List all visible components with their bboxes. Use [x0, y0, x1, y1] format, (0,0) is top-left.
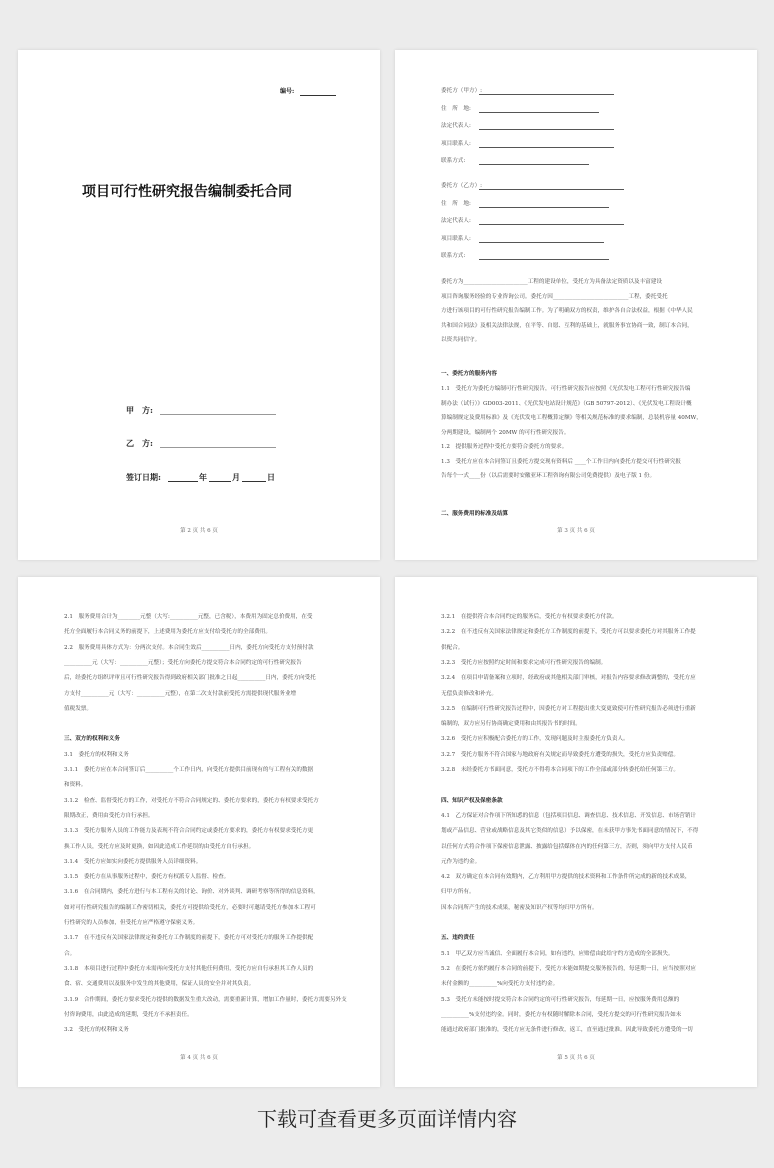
clause-line: 限期改正，费用由受托方自行承担。 [64, 812, 154, 819]
clause-line: 5.3 受托方未能按时提交符合本合同约定的可行性研究报告，每延期一日，应按服务费用总额的 [441, 996, 680, 1003]
page-footer: 第 3 页 共 6 页 [557, 528, 595, 534]
clause-line: 未付金额的__________%向受托方支付违约金。 [441, 981, 559, 988]
client-field-label: 住 所 地: [441, 105, 471, 112]
contract-title: 项目可行性研究报告编制委托合同 [82, 184, 292, 200]
intro-line: 以资共同信守。 [441, 337, 481, 343]
clause-line: 3.1.4 受托方应如实向委托方提供服务人员详细资料。 [64, 858, 202, 865]
clause-line: 因本合同所产生的技术成果，秘密及知识产权等均归甲方所有。 [441, 904, 598, 911]
page-footer: 第 2 页 共 6 页 [180, 528, 218, 534]
section-1-line: 算编制规定及费用标准》及《光伏发电工程概算定额》等相关规范标准的要求编制，总装机容量 40MW， [441, 415, 702, 421]
party-a-label: 甲 方: [126, 405, 153, 415]
contract-cover-page [18, 50, 380, 560]
clause-line: 3.2.8 未经委托方书面同意，受托方不得将本合同项下的工作全部或部分转委托给任何第三方。 [441, 767, 679, 773]
clause-line: 行性研究的人员参加，但受托方应严格遵守保密义务。 [64, 920, 199, 926]
clause-line: 归甲方所有。 [441, 889, 475, 896]
clause-line: 5.2 在委托方依约履行本合同的前提下，受托方未能如期提交服务报告的，每延期一日，应当按照对应 [441, 965, 697, 972]
section-title: 四、知识产权及保密条款 [441, 797, 503, 804]
clause-line: 3.1.6 在合同期内，委托方进行与本工程有关的讨论、询价、对外谈判、调研考察等所得的信息资料， [64, 889, 319, 896]
clause-line: 3.2.2 在不违反有关国家法律规定和委托方工作制度的前提下，受托方可以要求委托方对其服务工作提 [441, 629, 696, 636]
section-1-line: 告每个一式____份（以后需要时安徽亚环工程咨询有限公司免费提供）及电子版 1 份。 [441, 473, 656, 479]
month-label: 月 [232, 472, 240, 482]
clause-line: 3.1.2 检查、监督受托方的工作，对受托方不符合合同规定的、委托方要求的，委托方有权要求受托方 [64, 797, 319, 804]
contract-number-label: 编号: [280, 88, 295, 95]
clause-line: 3.2.4 在项目申请备案和立项时，经政府或其他相关部门审核，对报告内容要求修改调整的，受托方应 [441, 675, 696, 682]
clause-line: 供配合。 [441, 644, 464, 651]
section-title: 三、双方的权利和义务 [64, 736, 120, 743]
clause-line: 如对可行性研究报告的编制工作密切相关，委托方可提供给受托方，必要时可邀请受托方参加本工程可 [64, 904, 316, 911]
fill-in-line [479, 112, 599, 113]
page-footer: 第 5 页 共 6 页 [557, 1055, 595, 1061]
year-label: 年 [199, 472, 207, 482]
clause-line: 无偿负责修改和补充。 [441, 690, 497, 697]
sign-date-label: 签订日期: [126, 472, 161, 482]
clause-line: 2.1 服务费用合计为________元整（大写:__________元整，已含税），本费用为固定总价费用，在受 [64, 614, 313, 620]
page-footer: 第 4 页 共 6 页 [180, 1055, 218, 1061]
clause-line: 元作为违约金。 [441, 858, 481, 865]
party-b-label: 乙 方: [126, 438, 153, 448]
clause-line: 付咨询费用，由此造成的延期，受托方不承担责任。 [64, 1011, 193, 1018]
clause-line: 方支付__________元（大写：__________元整），在第二次支付款前受托方需提供现代服务业增 [64, 690, 297, 697]
contractor-field-label: 住 所 地: [441, 200, 471, 207]
intro-line: 项目咨询服务经验的专业咨询公司。委托方因___________________________工程，委托受托 [441, 293, 668, 300]
contractor-field-label: 联系方式: [441, 253, 466, 259]
clause-line: 3.1.5 委托方在从事服务过程中，委托方有权派专人监督、检查。 [64, 874, 230, 881]
download-more-banner[interactable]: 下载可查看更多页面详情内容 [257, 1107, 517, 1131]
clause-line: 划或产品信息、营业或战略信息及其它类似的信息）予以保密，在未获甲方事先书面同意的情况下，不得 [441, 828, 699, 835]
clause-line: 3.1.1 委托方应在本合同签订后__________个工作日内，向受托方提供目前现有的与工程有关的数据 [64, 767, 314, 773]
clause-line: 3.2.7 受托方服务不符合国家与地政府有关规定而导致委托方遭受的损失，受托方应负责赔偿。 [441, 751, 679, 758]
contract-number-underline [300, 95, 336, 96]
client-field-label: 联系方式: [441, 158, 466, 164]
fill-in-line [479, 224, 624, 225]
fill-in-line [479, 129, 614, 130]
clause-line: __________%支付违约金。同时，委托方有权随时解除本合同，受托方提交的可行性研究报告如未 [441, 1011, 682, 1018]
fill-in-line [479, 259, 609, 260]
party-a-line [160, 414, 276, 415]
clause-line: 3.1.7 在不违反有关国家法律规定和委托方工作制度的前提下，委托方可对受托方的服务工作提供配 [64, 935, 314, 942]
section-2-title: 二、服务费用的标准及结算 [441, 511, 509, 517]
clause-line: 合。 [64, 950, 76, 957]
clause-line: 4.2 双方确定在本合同有效期内，乙方利用甲方提供的技术资料和工作条件所完成的新的技术成果， [441, 874, 691, 881]
contractor-field-label: 项目联系人: [441, 235, 471, 242]
clause-line: 3.1.9 合作期间，委托方要求受托方提供的数据发生重大改动，需要重新计算，增加工作量时，委托方需要另外支 [64, 996, 347, 1003]
fill-in-line [479, 94, 614, 95]
year-blank [168, 481, 198, 482]
clause-line: 以任何方式将合作项下保密信息泄露、披露给包括媒体在内的任何第三方，否则，须向甲方支付人民币 [441, 843, 693, 850]
contract-page-parties [395, 50, 757, 560]
section-1-line: 分两期建设，编制两个 20MW 的可行性研究报告。 [441, 429, 570, 436]
clause-line: 值税发票。 [64, 705, 92, 712]
clause-line: 3.2.1 在提供符合本合同约定的服务后，受托方有权要求委托方付款。 [441, 614, 618, 620]
section-1-line: 制办法（试行）》GD003-2011、《光伏发电站设计规范》（GB 50797-2012）、《光伏发电工程设计概 [441, 400, 692, 407]
client-field-label: 法定代表人: [441, 123, 471, 129]
month-blank [209, 481, 231, 482]
clause-line: 3.1 委托方的权利和义务 [64, 751, 129, 758]
watermark [52, 352, 65, 374]
client-field-label: 项目联系人: [441, 140, 471, 147]
day-label: 日 [267, 472, 275, 482]
party-b-line [160, 447, 276, 448]
clause-line: 和资料。 [64, 782, 87, 789]
clause-line: 3.1.3 受托方服务人员的工作能力及表现不符合合同约定或委托方要求的，委托方有权要求受托方更 [64, 828, 314, 835]
fill-in-line [479, 147, 614, 148]
clause-line: 3.2.6 受托方应积极配合委托方的工作，发现问题及时主报委托方负责人。 [441, 736, 629, 743]
contract-page-fees-rights [18, 577, 380, 1087]
clause-line: 食、宿、交通费用以及服务中发生的其他费用，保证人员的安全并对其负责。 [64, 981, 255, 988]
intro-line: 委托方为_______________________工程的建设单位，受托方为具备法定资质以及丰富建设 [441, 279, 662, 285]
clause-line: 5.1 甲乙双方应当诚信、全面履行本合同，如有违约，应赔偿由此给守约方造成的全部损失。 [441, 950, 674, 957]
fill-in-line [479, 164, 589, 165]
section-1-line: 1.2 提供服务过程中受托方要符合委托方的要求。 [441, 444, 568, 450]
clause-line: 3.2 受托方的权利和义务 [64, 1027, 129, 1034]
fill-in-line [479, 242, 604, 243]
clause-line: __________元（大写：__________元整）；受托方向委托方提交符合本合同约定的可行性研究报告 [64, 659, 302, 666]
section-1-title: 一、委托方的服务内容 [441, 371, 497, 377]
contractor-field-label: 法定代表人: [441, 218, 471, 224]
fill-in-line [479, 207, 609, 208]
contract-page-ip-liability [395, 577, 757, 1087]
clause-line: 3.1.8 本项目进行过程中委托方未需再向受托方支付其他任何费用，受托方应自行承担其工作人员的 [64, 965, 314, 972]
clause-line: 3.2.3 受托方应按照约定时间和要求完成可行性研究报告的编制。 [441, 659, 607, 666]
clause-line: 托方全面履行本合同义务的前提下，上述费用为委托方应支付给受托方的全部费用。 [64, 629, 271, 636]
clause-line: 后，经委托方组织评审且可行性研究报告得到政府相关部门批准之日起__________日内，委托方向受托 [64, 675, 316, 682]
section-1-line: 1.3 受托方应在本合同签订且委托方提交现有资料后 ____个工作日内向委托方提交可行性研究报 [441, 458, 682, 465]
section-title: 五、违约责任 [441, 935, 475, 942]
intro-line: 共和国合同法》及相关法律法规，在平等、自愿、互利的基础上，就服务事宜协商一致，制订本合同， [441, 322, 693, 329]
contractor-field-label: 委托方（乙方）: [441, 183, 483, 189]
clause-line: 2.2 服务费用具体方式为：分两次支付。本合同生效后__________日内，委托方向受托方支付预付款 [64, 644, 314, 651]
fill-in-line [479, 189, 624, 190]
clause-line: 换工作人员，受托方应及时更换，如因此造成工作延误的由受托方自行承担。 [64, 843, 255, 850]
clause-line: 3.2.5 在编制可行性研究报告过程中，因委托方对工程提出重大变更致使可行性研究报告必须进行重新 [441, 705, 696, 712]
client-field-label: 委托方（甲方）: [441, 88, 483, 94]
clause-line: 4.1 乙方保证对合作项下所知悉的信息（包括项目信息、调查信息、技术信息、开发信息、市场营销计 [441, 812, 697, 819]
clause-line: 能通过政府部门批准的，受托方应无条件进行修改，返工，直至通过批准。因此导致委托方遭受的一切 [441, 1027, 693, 1034]
intro-line: 方进行该项目的可行性研究报告编制工作。为了明确双方的权责，维护各自合法权益，根据《中华人民 [441, 308, 693, 314]
day-blank [242, 481, 266, 482]
section-1-line: 1.1 受托方为委托方编制可行性研究报告，可行性研究报告应按照《光伏发电工程可行性研究报告编 [441, 386, 691, 392]
clause-line: 编制的，双方应另行协商确定费用和由其报告书的时间。 [441, 721, 581, 728]
